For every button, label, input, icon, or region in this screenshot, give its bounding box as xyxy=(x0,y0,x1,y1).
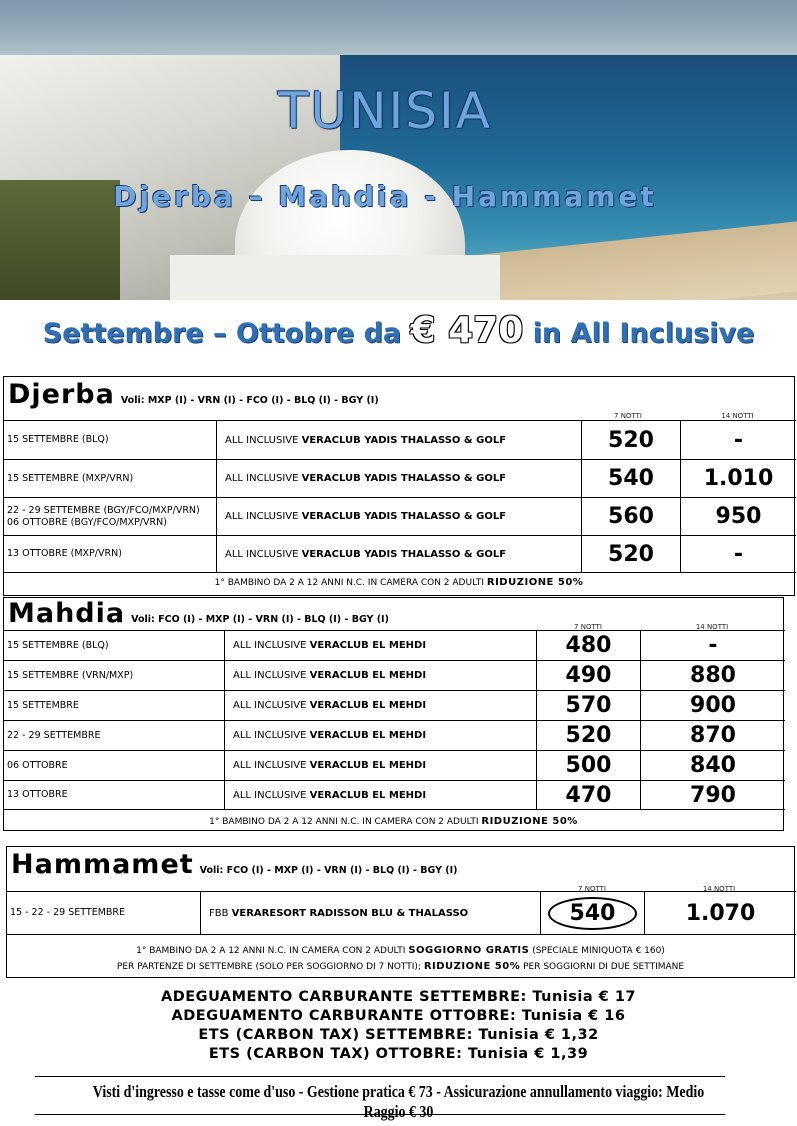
row-board: ALL INCLUSIVE xyxy=(233,700,310,711)
djerba-col-14: 14 NOTTI xyxy=(721,412,754,420)
row-date xyxy=(4,536,216,572)
row-date xyxy=(4,631,224,660)
row-hotel-name: VERACLUB EL MEHDI xyxy=(309,640,427,651)
hammamet-flights: Voli: FCO (I) - MXP (I) - VRN (I) - BLQ (I) - BGY (I) xyxy=(199,865,458,876)
row-date-text: 22 - 29 SETTEMBRE xyxy=(7,729,101,741)
hero-image xyxy=(0,0,797,300)
price-7-value: 540 xyxy=(608,466,654,491)
row-hotel-name: VERACLUB EL MEHDI xyxy=(309,760,427,771)
mahdia-note-text: 1° BAMBINO DA 2 A 12 ANNI N.C. IN CAMERA CON 2 ADULTI xyxy=(209,817,482,827)
row-date xyxy=(4,498,216,535)
price-7-value: 540 xyxy=(548,897,638,930)
row-price-14-nights: - xyxy=(640,631,785,660)
hammamet-section xyxy=(6,846,795,978)
row-hotel xyxy=(224,631,536,660)
row-date xyxy=(4,421,216,459)
row-date-text: 22 - 29 SETTEMBRE (BGY/FCO/MXP/VRN) xyxy=(7,504,200,516)
row-board: ALL INCLUSIVE xyxy=(233,789,310,801)
price-7-value: 520 xyxy=(608,541,654,567)
price-7-value: 500 xyxy=(565,753,612,778)
row-date-text: 15 SETTEMBRE (BLQ) xyxy=(7,434,109,445)
row-hotel xyxy=(216,460,581,497)
row-date-text-2: 06 OTTOBRE (BGY/FCO/MXP/VRN) xyxy=(7,516,167,528)
djerba-title: Djerba xyxy=(8,379,115,410)
fee-line: ADEGUAMENTO CARBURANTE OTTOBRE: Tunisia € 16 xyxy=(171,1008,626,1024)
row-price-7-nights xyxy=(536,691,640,720)
row-price-14-nights: - xyxy=(680,536,796,572)
footer-text: Visti d'ingresso e tasse come d'uso - Gestione pratica € 73 - Assicurazione annullamento viaggio: Medio Raggio € 30 xyxy=(92,1082,705,1121)
row-price-14-nights: 840 xyxy=(640,751,785,780)
row-price-14-nights: 1.010 xyxy=(680,460,796,497)
djerba-col-7: 7 NOTTI xyxy=(614,412,642,420)
row-date xyxy=(4,781,224,809)
row-hotel xyxy=(224,781,536,809)
hammamet-note2-bold: RIDUZIONE 50% xyxy=(423,961,521,972)
row-date xyxy=(4,460,216,497)
row-date-text: 15 SETTEMBRE (BLQ) xyxy=(7,639,109,651)
row-price-14-nights: 900 xyxy=(640,691,785,720)
table-row xyxy=(4,780,785,810)
hammamet-note2-text: PER PARTENZE DI SETTEMBRE (SOLO PER SOGGIORNO DI 7 NOTTI); xyxy=(116,962,424,972)
row-price-14-nights: 790 xyxy=(640,781,785,809)
row-date-text: 13 OTTOBRE (MXP/VRN) xyxy=(7,548,122,559)
djerba-note-text: 1° BAMBINO DA 2 A 12 ANNI N.C. IN CAMERA CON 2 ADULTI xyxy=(214,578,487,588)
price-7-value: 490 xyxy=(565,663,612,688)
row-date-text: 15 SETTEMBRE (VRN/MXP) xyxy=(7,669,134,681)
table-row xyxy=(4,420,796,459)
hammamet-note1-bold: SOGGIORNO GRATIS xyxy=(408,945,530,956)
row-price-7-nights xyxy=(536,631,640,660)
djerba-note-bold: RIDUZIONE 50% xyxy=(486,577,584,588)
row-price-7-nights xyxy=(536,751,640,780)
row-board: ALL INCLUSIVE xyxy=(233,640,310,651)
djerba-section xyxy=(3,376,795,596)
headline-text: Settembre – Ottobre da xyxy=(42,318,411,349)
hero-sky xyxy=(0,0,797,58)
row-date-text: 06 OTTOBRE xyxy=(7,759,68,771)
hammamet-note1-tail: (SPECIALE MINIQUOTA € 160) xyxy=(529,946,665,956)
row-board: ALL INCLUSIVE xyxy=(225,434,302,446)
price-7-value: 520 xyxy=(565,723,612,748)
headline-price: € 470 xyxy=(410,310,524,351)
row-hotel-name: VERACLUB EL MEHDI xyxy=(309,670,427,681)
row-price-7-nights xyxy=(581,421,680,459)
mahdia-note-bold: RIDUZIONE 50% xyxy=(481,816,578,827)
table-row xyxy=(4,750,785,780)
table-row xyxy=(4,720,785,750)
row-date-text: 13 OTTOBRE xyxy=(7,789,68,800)
table-row xyxy=(4,690,785,720)
mahdia-section xyxy=(3,597,784,831)
row-hotel xyxy=(216,536,581,572)
hero-wall xyxy=(170,255,500,300)
table-row xyxy=(4,660,785,690)
footer-divider-bottom xyxy=(35,1114,725,1115)
row-date-text: 15 - 22 - 29 SETTEMBRE xyxy=(10,907,126,918)
row-price-7-nights xyxy=(581,498,680,535)
row-hotel-name: VERACLUB YADIS THALASSO & GOLF xyxy=(301,511,507,522)
fee-line: ETS (CARBON TAX) OTTOBRE: Tunisia € 1,39 xyxy=(208,1046,589,1062)
row-date-text: 15 SETTEMBRE xyxy=(7,699,79,711)
price-7-value: 470 xyxy=(565,782,612,808)
row-board: ALL INCLUSIVE xyxy=(233,760,310,771)
row-price-7-nights xyxy=(581,536,680,572)
row-date xyxy=(4,661,224,690)
row-hotel-name: VERACLUB YADIS THALASSO & GOLF xyxy=(301,548,507,560)
row-price-7-nights xyxy=(540,892,644,934)
row-price-7-nights xyxy=(536,661,640,690)
row-board: ALL INCLUSIVE xyxy=(233,730,310,741)
row-hotel xyxy=(224,661,536,690)
hammamet-title: Hammamet xyxy=(11,849,194,880)
row-date xyxy=(7,892,200,934)
row-hotel xyxy=(224,751,536,780)
row-hotel xyxy=(216,498,581,535)
hammamet-note-1 xyxy=(7,945,794,956)
headline-tail: in All Inclusive xyxy=(523,318,755,349)
mahdia-title: Mahdia xyxy=(8,598,126,629)
djerba-header xyxy=(8,379,379,410)
row-price-14-nights: 880 xyxy=(640,661,785,690)
row-hotel-name: VERACLUB EL MEHDI xyxy=(309,730,427,741)
hammamet-note-2 xyxy=(7,961,794,972)
mahdia-header xyxy=(8,598,389,629)
row-board: FBB xyxy=(209,907,232,919)
row-hotel-name: VERACLUB EL MEHDI xyxy=(309,700,427,711)
row-price-14-nights: 1.070 xyxy=(644,892,796,934)
fees-block xyxy=(0,988,797,1064)
row-hotel xyxy=(216,421,581,459)
row-price-14-nights: 870 xyxy=(640,721,785,750)
row-hotel-name: VERACLUB YADIS THALASSO & GOLF xyxy=(301,473,507,484)
hammamet-header xyxy=(11,849,457,880)
row-board: ALL INCLUSIVE xyxy=(225,511,302,522)
row-hotel xyxy=(224,721,536,750)
table-row xyxy=(4,630,785,660)
price-7-value: 480 xyxy=(565,633,612,658)
mahdia-col-14: 14 NOTTI xyxy=(695,623,729,631)
row-hotel-name: VERARESORT RADISSON BLU & THALASSO xyxy=(231,907,469,919)
row-hotel xyxy=(200,892,540,934)
row-date xyxy=(4,691,224,720)
hammamet-note2-tail: PER SOGGIORNI DI DUE SETTIMANE xyxy=(520,962,685,972)
hammamet-col-7: 7 NOTTI xyxy=(578,885,606,893)
row-date xyxy=(4,721,224,750)
row-board: ALL INCLUSIVE xyxy=(225,473,302,484)
djerba-note xyxy=(4,577,794,588)
hero-subtitle: Djerba – Mahdia - Hammamet xyxy=(113,180,657,213)
row-price-14-nights: - xyxy=(680,421,796,459)
footer-divider-top xyxy=(35,1076,725,1077)
price-7-value: 520 xyxy=(608,427,654,453)
row-board: ALL INCLUSIVE xyxy=(225,548,302,560)
djerba-flights: Voli: MXP (I) - VRN (I) - FCO (I) - BLQ (I) - BGY (I) xyxy=(120,395,379,406)
row-price-7-nights xyxy=(581,460,680,497)
row-board: ALL INCLUSIVE xyxy=(233,670,310,681)
row-date-text: 15 SETTEMBRE (MXP/VRN) xyxy=(7,472,134,484)
hero-title: TUNISIA xyxy=(278,82,492,140)
fee-line: ADEGUAMENTO CARBURANTE SETTEMBRE: Tunisia € 17 xyxy=(161,989,636,1005)
fee-line: ETS (CARBON TAX) SETTEMBRE: Tunisia € 1,32 xyxy=(198,1027,599,1043)
price-7-value: 570 xyxy=(565,693,612,718)
row-price-7-nights xyxy=(536,721,640,750)
row-hotel-name: VERACLUB YADIS THALASSO & GOLF xyxy=(301,434,507,446)
row-hotel-name: VERACLUB EL MEHDI xyxy=(309,789,427,801)
hammamet-col-14: 14 NOTTI xyxy=(702,885,736,893)
table-row xyxy=(4,535,796,573)
row-date xyxy=(4,751,224,780)
mahdia-col-7: 7 NOTTI xyxy=(574,623,602,631)
row-hotel xyxy=(224,691,536,720)
mahdia-flights: Voli: FCO (I) - MXP (I) - VRN (I) - BLQ (I) - BGY (I) xyxy=(131,614,389,625)
table-row xyxy=(4,497,796,535)
price-7-value: 560 xyxy=(608,504,654,529)
row-price-14-nights: 950 xyxy=(680,498,796,535)
table-row xyxy=(7,891,796,935)
hammamet-note1-text: 1° BAMBINO DA 2 A 12 ANNI N.C. IN CAMERA CON 2 ADULTI xyxy=(136,946,409,956)
table-row xyxy=(4,459,796,497)
row-price-7-nights xyxy=(536,781,640,809)
headline xyxy=(0,310,797,351)
mahdia-note xyxy=(4,816,783,827)
